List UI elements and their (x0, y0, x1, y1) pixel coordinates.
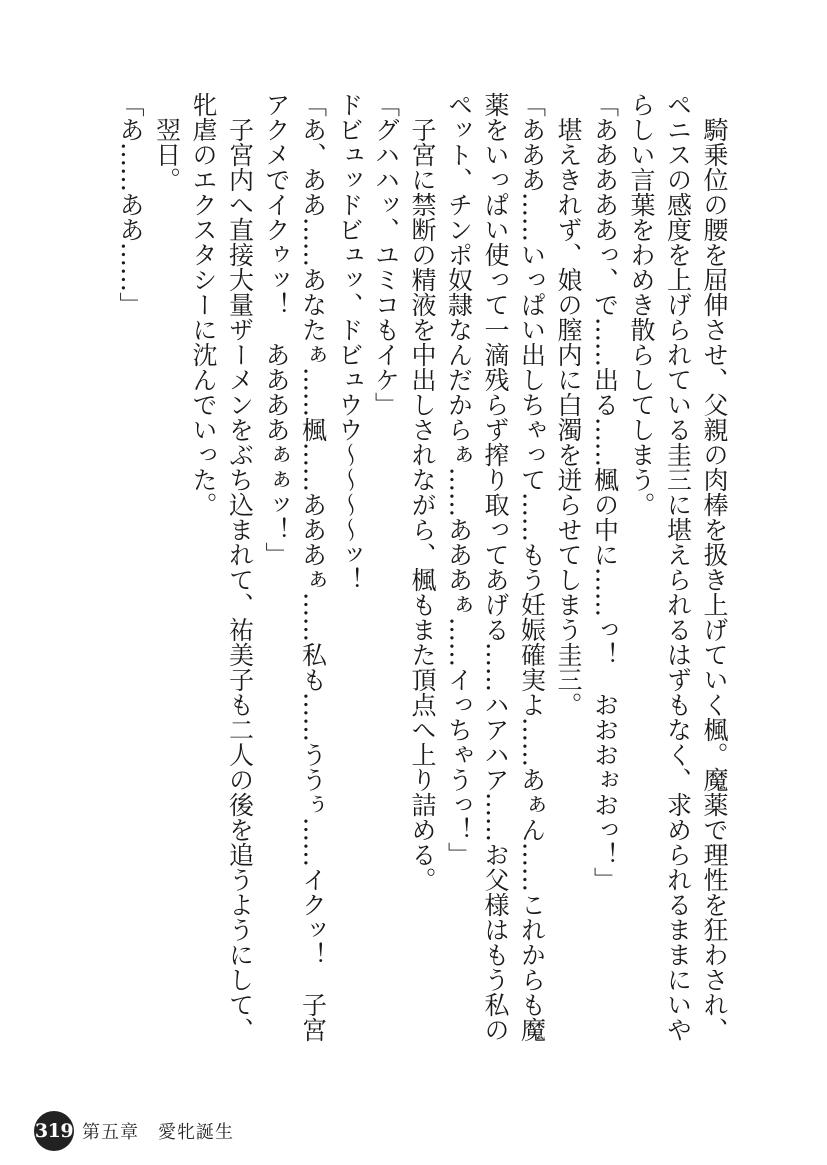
dialogue-line: 「あ、ああ……あなたぁ……楓……あああぁ……私も……ううぅ……イクッ！ 子宮アクメでイクゥッ！ ああああぁぁッ！」 (262, 92, 328, 1042)
paragraph: 騎乗位の腰を屈伸させ、父親の肉棒を扱き上げていく楓。魔薬で理性を狂わされ、ペニスの感度を上げられている圭三に堪えられるはずもなく、求められるままにいやらしい言葉をわめき散らしてしまう。 (627, 92, 729, 1042)
body-text (72, 92, 732, 1052)
paragraph: 翌日。 (152, 117, 182, 192)
dialogue-line: 「あ……ああ……」 (116, 92, 145, 317)
onomatopoeia-line: ドビュッドビュッ、ドビュウウ～～～～ッ！ (335, 92, 364, 592)
page-number: 319 (34, 1111, 74, 1151)
paragraph: 子宮内へ直接大量ザーメンをぶち込まれて、祐美子も二人の後を追うようにして、牝虐のエクスタシーに沈んでいった。 (189, 92, 255, 1042)
dialogue-line: 「あああああっ、で……出る……楓の中に……っ！ おおおぉおっ！」 (590, 92, 620, 892)
running-chapter-title: 第五章 愛牝誕生 (82, 1122, 234, 1143)
page-footer (34, 1111, 234, 1151)
paragraph: 子宮に禁断の精液を中出しされながら、楓もまた頂点へ上り詰める。 (408, 117, 437, 892)
dialogue-line: 「グハハッ、ユミコもイケ」 (371, 92, 401, 417)
paragraph: 堪えきれず、娘の膣内に白濁を迸らせてしまう圭三。 (554, 117, 583, 717)
dialogue-line: 「あああ……いっぱい出しちゃって……もう妊娠確実よ……あぁん……これからも魔薬をいっぱい使って一滴残らず搾り取ってあげる……ハアハア……お父様はもう私のペット、チンポ奴隷なんだからぁ……あああぁ……イっちゃうっ！」 (444, 92, 547, 1042)
